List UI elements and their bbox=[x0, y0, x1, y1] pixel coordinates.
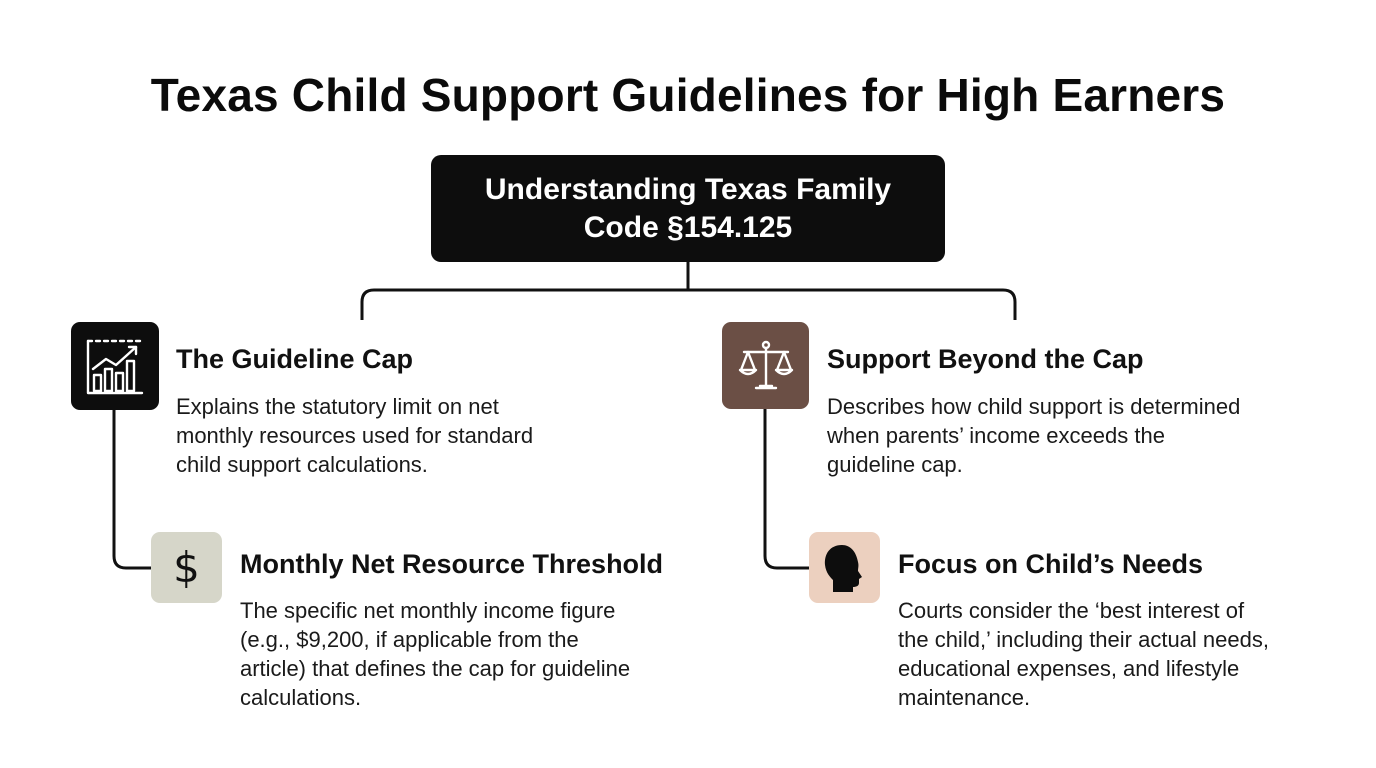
guideline-cap-description: Explains the statutory limit on net monthly resources used for standard child support calculations. bbox=[176, 394, 534, 477]
root-node bbox=[431, 155, 945, 262]
threshold-description: The specific net monthly income figure (e.g., $9,200, if applicable from the article) that defines the cap for guideline calculations. bbox=[240, 598, 631, 710]
threshold-title: Monthly Net Resource Threshold bbox=[240, 549, 664, 579]
bar-chart-growth-icon bbox=[84, 335, 146, 397]
guideline-cap-title: The Guideline Cap bbox=[176, 344, 414, 374]
child-needs-icon-box bbox=[809, 532, 880, 603]
beyond-cap-title: Support Beyond the Cap bbox=[827, 344, 1144, 374]
scales-of-justice-icon bbox=[736, 336, 796, 396]
child-head-icon bbox=[820, 542, 870, 594]
right-child-connector bbox=[765, 408, 810, 568]
dollar-icon: $ bbox=[173, 542, 200, 592]
child-needs-description: Courts consider the ‘best interest of the child,’ including their actual needs, educational expenses, and lifestyle maintenance. bbox=[898, 598, 1269, 710]
diagram-title: Texas Child Support Guidelines for High Earners bbox=[150, 69, 1226, 121]
root-node-label: Understanding Texas Family Code §154.125 bbox=[484, 172, 892, 244]
branch-bracket-line bbox=[362, 290, 1015, 320]
threshold-icon-box bbox=[151, 532, 222, 603]
child-needs-title: Focus on Child’s Needs bbox=[898, 549, 1204, 579]
beyond-cap-icon-box bbox=[722, 322, 809, 409]
guideline-cap-icon-box bbox=[71, 322, 159, 410]
left-child-connector bbox=[114, 408, 152, 568]
beyond-cap-description: Describes how child support is determined when parents’ income exceeds the guideline cap. bbox=[827, 394, 1241, 477]
